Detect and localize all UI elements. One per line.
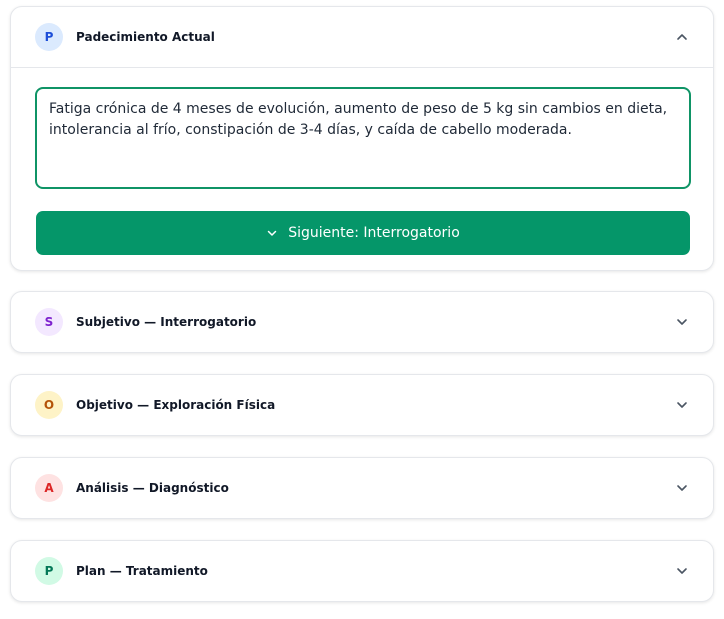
section-header-analisis[interactable] bbox=[11, 458, 713, 518]
chevron-down-icon bbox=[266, 227, 278, 239]
chevron-down-icon[interactable] bbox=[675, 564, 689, 578]
section-badge: S bbox=[35, 308, 63, 336]
chevron-down-icon[interactable] bbox=[675, 481, 689, 495]
section-header-subjetivo[interactable] bbox=[11, 292, 713, 352]
next-button-label: Siguiente: Interrogatorio bbox=[288, 225, 460, 241]
chevron-down-icon[interactable] bbox=[675, 398, 689, 412]
chevron-down-icon[interactable] bbox=[675, 315, 689, 329]
section-badge: P bbox=[35, 557, 63, 585]
section-title: Subjetivo — Interrogatorio bbox=[76, 315, 257, 329]
section-padecimiento-actual bbox=[10, 6, 714, 271]
section-objetivo bbox=[10, 374, 714, 436]
section-analisis bbox=[10, 457, 714, 519]
section-header-objetivo[interactable] bbox=[11, 375, 713, 435]
section-header-padecimiento-actual[interactable] bbox=[11, 7, 713, 67]
section-subjetivo bbox=[10, 291, 714, 353]
padecimiento-textarea[interactable] bbox=[35, 87, 691, 189]
section-plan bbox=[10, 540, 714, 602]
next-interrogatorio-button[interactable] bbox=[36, 211, 690, 255]
section-title: Padecimiento Actual bbox=[76, 30, 215, 44]
chevron-up-icon[interactable] bbox=[675, 30, 689, 44]
section-body bbox=[11, 67, 713, 271]
section-title: Plan — Tratamiento bbox=[76, 564, 208, 578]
section-title: Objetivo — Exploración Física bbox=[76, 398, 276, 412]
section-title: Análisis — Diagnóstico bbox=[76, 481, 229, 495]
section-badge: A bbox=[35, 474, 63, 502]
section-header-plan[interactable] bbox=[11, 541, 713, 601]
section-badge: P bbox=[35, 23, 63, 51]
section-badge: O bbox=[35, 391, 63, 419]
